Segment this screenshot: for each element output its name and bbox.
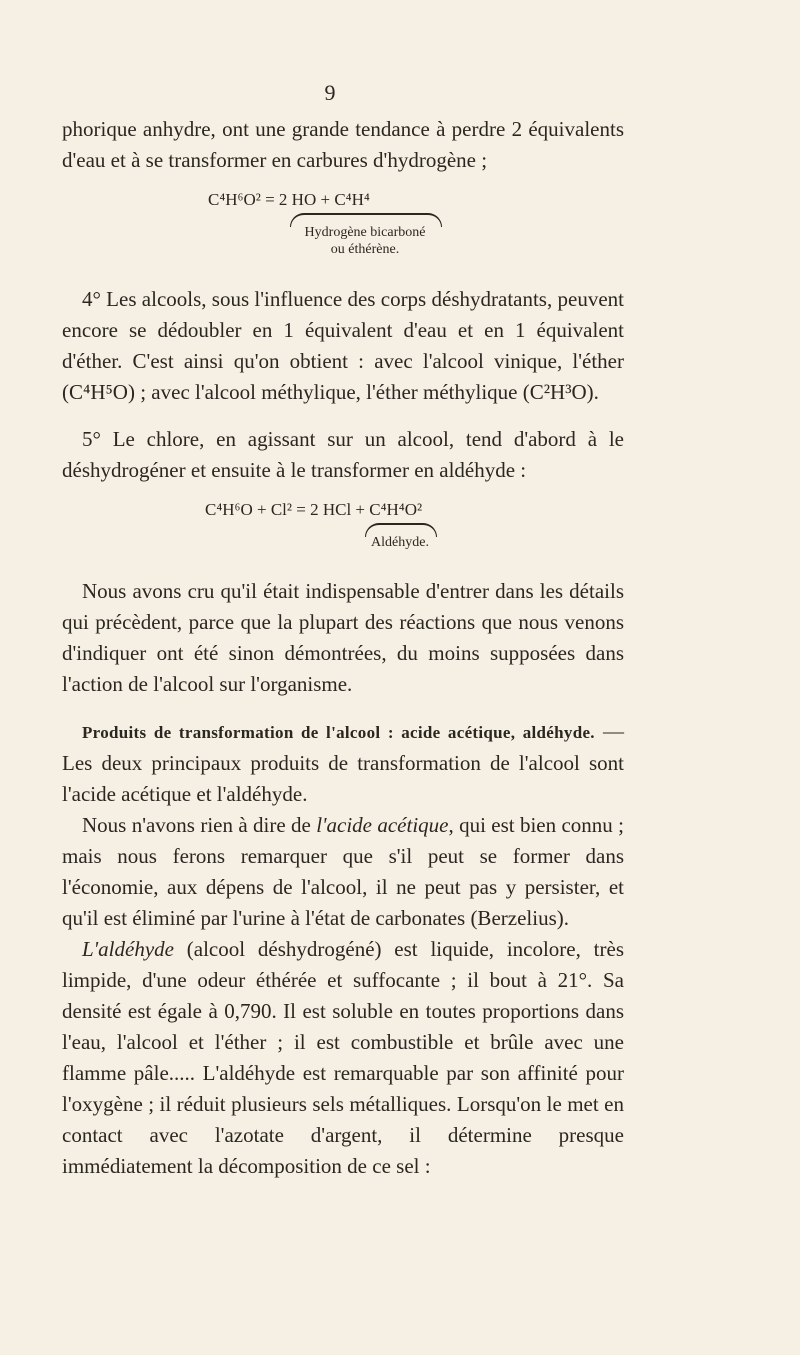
formula-dehydration-caption (265, 224, 465, 258)
paragraph-aldehyde (62, 934, 624, 1182)
formula-chlorine-caption: Aldéhyde. (371, 535, 429, 550)
paragraph-top-text: phorique anhydre, ont une grande tendance à perdre 2 équivalents d'eau et à se transformer en carbures d'hydrogène ; (62, 117, 624, 172)
acide-text-post: , qui est bien connu ; mais nous ferons remarquer que s'il peut se former dans l'économie, aux dépens de l'alcool, il ne peut pas y persister, et qu'il est éliminé par l'urine à l'état de carbonates (Berzelius). (62, 813, 624, 930)
formula-dehydration-expression: C⁴H⁶O² = 2 HO + C⁴H⁴ (208, 190, 370, 209)
paragraph-4 (62, 284, 624, 408)
paragraph-nous-avons-text: Nous avons cru qu'il était indispensable d'entrer dans les détails qui précèdent, parce que la plupart des réactions que nous venons d'indiquer ont été sinon démontrées, du moins supposées dans l'action de l'alcool sur l'organisme. (62, 579, 624, 696)
paragraph-4-text: 4° Les alcools, sous l'influence des corps déshydratants, peuvent encore se dédoubler en 1 équivalent d'eau et en 1 équivalent d'éther. C'est ainsi qu'on obtient : avec l'alcool vinique, l'éther (C⁴H⁵O) ; avec l'alcool méthylique, l'éther méthylique (C²H³O). (62, 287, 624, 404)
paragraph-top (62, 114, 624, 176)
section-heading: Produits de transformation de l'alcool : acide acétique, aldéhyde. (82, 723, 595, 742)
aldehyde-text: (alcool déshydrogéné) est liquide, incolore, très limpide, d'une odeur éthérée et suffocante ; il bout à 21°. Sa densité est égale à 0,790. Il est soluble en toutes proportions dans l'eau, l'alcool et l'éther ; il est combustible et brûle avec une flamme pâle..... L'aldéhyde est remarquable par son affinité pour l'oxygène ; il réduit plusieurs sels métalliques. Lorsqu'on le met en contact avec l'azotate d'argent, il détermine presque immédiatement la décomposition de ce sel : (62, 937, 624, 1178)
caption-line-2: ou éthérène. (330, 242, 400, 257)
paragraph-nous-avons (62, 576, 624, 700)
paragraph-acide-acetique (62, 810, 624, 934)
section-paragraph-text (62, 716, 624, 810)
section-intro-text: — Les deux principaux produits de transformation de l'alcool sont l'acide acétique et l'aldéhyde. (62, 719, 624, 806)
acide-acetique-term: l'acide acétique (316, 813, 449, 837)
formula-chlorine-expression: C⁴H⁶O + Cl² = 2 HCl + C⁴H⁴O² (205, 500, 423, 519)
acide-text-pre: Nous n'avons rien à dire de (82, 813, 317, 837)
section-paragraph (62, 716, 624, 810)
page-number: 9 (324, 80, 336, 105)
paragraph-acide-acetique-text (62, 810, 624, 934)
aldehyde-term: L'aldéhyde (82, 937, 174, 961)
paragraph-5 (62, 424, 624, 486)
paragraph-aldehyde-text (62, 934, 624, 1182)
caption-line-1: Hydrogène bicarboné (304, 225, 426, 240)
paragraph-5-text: 5° Le chlore, en agissant sur un alcool, tend d'abord à le déshydrogéner et ensuite à le transformer en aldéhyde : (62, 427, 624, 482)
